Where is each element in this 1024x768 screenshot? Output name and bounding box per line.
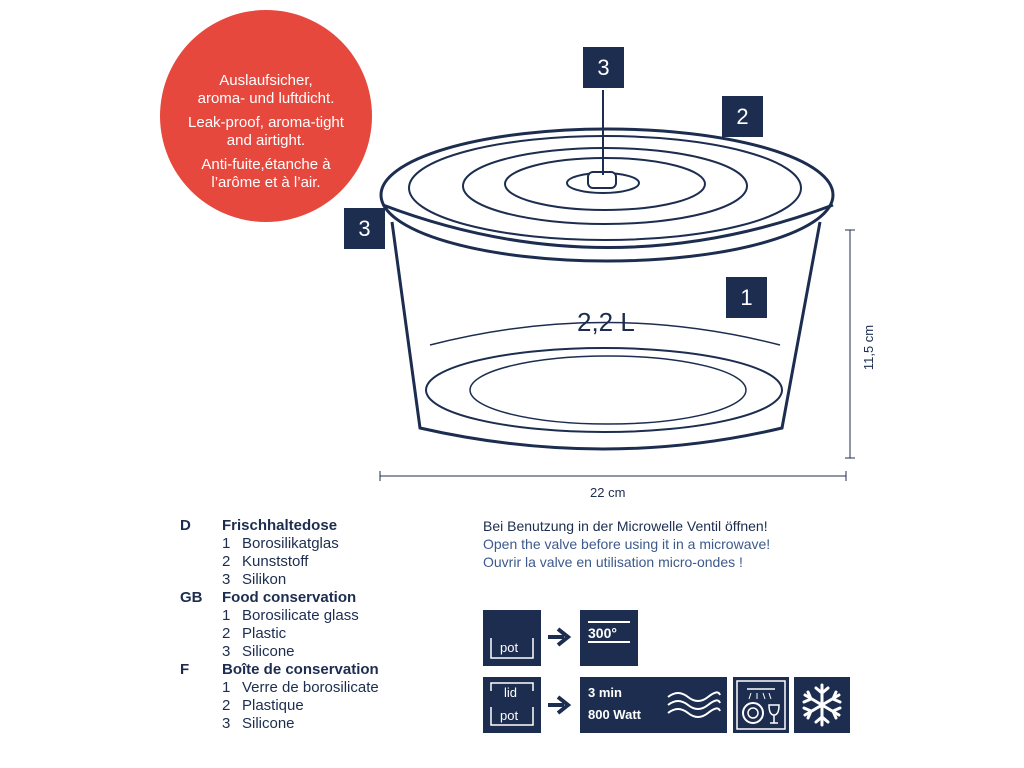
oven-symbol: 300° [580,610,638,666]
materials-legend [180,517,379,733]
microwave-note [483,517,770,571]
bowl-inner-bottom [426,348,782,432]
freezer-snowflake-icon [794,677,850,733]
legend-title: Frischhaltedose [222,517,338,534]
badge-text-de: Auslaufsicher, aroma- und luftdicht. [197,72,335,107]
lid-pot-symbol: lid pot [483,677,541,733]
freezer-symbol [794,677,850,733]
pot-outline-icon [483,610,541,666]
microwave-note-de: Bei Benutzung in der Microwelle Ventil öffnen! [483,518,768,534]
legend-item: 3 Silicone [222,715,295,732]
legend-title: Boîte de conservation [222,661,379,678]
callout-valve: 3 [583,47,624,88]
width-label: 22 cm [590,485,626,500]
legend-item: 1 Borosilikatglas [222,535,339,552]
microwave-waves-icon [664,685,724,725]
legend-row-de [180,517,379,535]
capacity-label: 2,2 L [577,307,635,337]
microwave-note-en: Open the valve before using it in a microwave! [483,536,771,552]
dishwasher-icon [733,677,789,733]
callout-glass: 1 [726,277,767,318]
arrow-icon [546,625,576,649]
language-code: D [180,517,191,534]
badge-text-fr: Anti-fuite,étanche à l’arôme et à l’air. [201,156,331,191]
legend-item: 2 Kunststoff [222,553,309,570]
bowl-inner-ring [470,356,746,424]
microwave-symbol: 3 min 800 Watt [580,677,727,733]
height-label: 11,5 cm [861,324,877,371]
pot-symbol: pot [483,610,541,666]
legend-item: 3 Silikon [222,571,287,588]
language-code: GB [180,589,203,606]
language-code: F [180,661,190,678]
legend-item: 2 Plastique [222,697,304,714]
legend-item: 1 Verre de borosilicate [222,679,379,696]
legend-row-gb [180,589,379,607]
microwave-note-fr: Ouvrir la valve en utilisation micro-ondes ! [483,554,743,570]
legend-item: 1 Borosilicate glass [222,607,359,624]
arrow-icon [546,693,576,717]
legend-item: 2 Plastic [222,625,287,642]
dishwasher-symbol [733,677,789,733]
legend-row-fr [180,661,379,679]
legend-item: 3 Silicone [222,643,295,660]
legend-title: Food conservation [222,589,357,606]
callout-lid: 2 [722,96,763,137]
callout-seal: 3 [344,208,385,249]
badge-text-en: Leak-proof, aroma-tight and airtight. [188,114,344,149]
feature-badge [160,10,372,222]
